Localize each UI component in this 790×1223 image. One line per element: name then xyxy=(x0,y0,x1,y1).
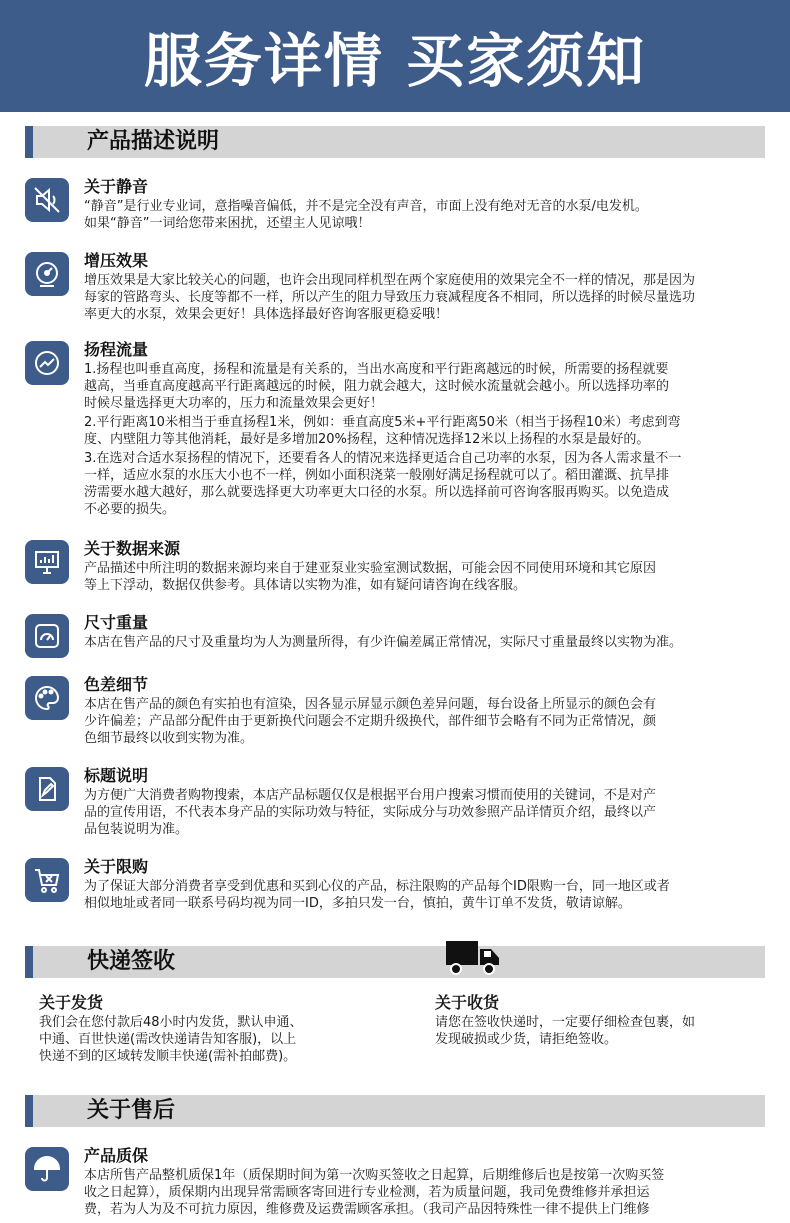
item-text-line: 等上下浮动，数据仅供参考。具体请以实物为准，如有疑问请咨询在线客服。 xyxy=(84,578,527,593)
item-text-line: 色细节最终以收到实物为准。 xyxy=(84,731,254,746)
edit-document-icon xyxy=(25,767,69,811)
item-text-line: 品的宣传用语，不代表本身产品的实际功效与特征，实际成分与功效参照产品详情页介绍，最终以产 xyxy=(84,805,657,820)
item-text-line: 3.在选对合适水泵扬程的情况下，还要看各人的情况来选择更适合自己功率的水泵，因为各人需求量不一 xyxy=(84,451,682,466)
monitor-chart-icon xyxy=(25,540,69,584)
item-text-line: 品包装说明为准。 xyxy=(84,822,189,837)
section-title: 关于售后 xyxy=(87,1098,176,1123)
shipping-text-line: 我们会在您付款后48小时内发货，默认申通、 xyxy=(39,1015,303,1030)
item-text-line: 一样，适应水泵的水压大小也不一样，例如小面积浇菜一般刚好满足扬程就可以了。稻田灌溉、抗旱排 xyxy=(84,468,670,483)
item-text-line: 收之日起算），质保期内出现异常需顾客寄回进行专业检测，若为质量问题，我司免费维修并承担运 xyxy=(84,1185,650,1200)
item-text-line: 越高，当垂直高度越高平行距离越远的时候，阻力就会越大，这时候水流量就会越小。所以选择功率的 xyxy=(84,379,670,394)
shipping-text-line: 中通、百世快递(需改快递请告知客服)，以上 xyxy=(39,1032,297,1047)
section-accent xyxy=(25,1095,33,1127)
section-accent xyxy=(25,126,33,158)
cart-limit-icon xyxy=(25,858,69,902)
section-header-product xyxy=(25,126,765,158)
item-text-line: 1.扬程也叫垂直高度，扬程和流量是有关系的，当出水高度和平行距离越远的时候，所需要的扬程就要 xyxy=(84,362,669,377)
mute-speaker-icon xyxy=(25,178,69,222)
section-accent xyxy=(25,946,33,978)
section-header-aftersale xyxy=(25,1095,765,1127)
page-title: 服务详情 买家须知 xyxy=(143,27,647,95)
header-banner xyxy=(0,0,790,112)
item-text-line: 产品描述中所注明的数据来源均来自于建亚泵业实验室测试数据，可能会因不同使用环境和其它原因 xyxy=(84,561,657,576)
scale-icon xyxy=(25,614,69,658)
item-title: 标题说明 xyxy=(84,766,149,785)
item-title: 色差细节 xyxy=(84,675,149,694)
item-title: 尺寸重量 xyxy=(84,613,149,632)
shipping-receive-title: 关于收货 xyxy=(435,993,500,1012)
palette-icon xyxy=(25,676,69,720)
item-text-line: 时候尽量选择更大功率的，压力和流量效果会更好！ xyxy=(84,396,384,411)
item-text-line: 度、内壁阻力等其他消耗，最好是多增加20%扬程，这种情况选择12米以上扬程的水泵是最好的。 xyxy=(84,432,650,447)
item-text-line: 本店在售产品的颜色有实拍也有渲染，因各显示屏显示颜色差异问题，每台设备上所显示的颜色会有 xyxy=(84,697,657,712)
item-text-line: 如果“静音”一词给您带来困扰，还望主人见谅哦！ xyxy=(84,216,371,231)
shipping-text-line: 快递不到的区域转发顺丰快递(需补拍邮费)。 xyxy=(39,1049,297,1064)
shipping-send xyxy=(39,992,369,1065)
item-text-line: 涝需要水越大越好，那么就要选择更大功率更大口径的水泵。所以选择前可咨询客服再购买。以免造成 xyxy=(84,485,670,500)
item-title: 关于数据来源 xyxy=(84,539,181,558)
section-title: 产品描述说明 xyxy=(87,129,220,154)
shipping-text-line: 发现破损或少货，请拒绝签收。 xyxy=(435,1032,618,1047)
item-text-line: 2.平行距离10米相当于垂直扬程1米，例如：垂直高度5米+平行距离50米（相当于扬程10米）考虑到弯 xyxy=(84,415,681,430)
shipping-text-line: 请您在签收快递时，一定要仔细检查包裹，如 xyxy=(435,1015,696,1030)
item-text-line: 为了保证大部分消费者享受到优惠和买到心仪的产品，标注限购的产品每个ID限购一台，同一地区或者 xyxy=(84,879,670,894)
item-title: 扬程流量 xyxy=(84,340,149,359)
item-text-line: 相似地址或者同一联系号码均视为同一ID，多拍只发一台，慎拍，黄牛订单不发货，敬请谅解。 xyxy=(84,896,631,911)
section-title: 快递签收 xyxy=(87,949,176,974)
item-text-line: 增压效果是大家比较关心的问题，也许会出现同样机型在两个家庭使用的效果完全不一样的情况，那是因为 xyxy=(84,273,696,288)
item-text-line: 为方便广大消费者购物搜索，本店产品标题仅仅是根据平台用户搜索习惯而使用的关键词，不是对产 xyxy=(84,788,657,803)
item-title: 关于静音 xyxy=(84,177,149,196)
item-text-line: 费，若为人为及不可抗力原因，维修费及运费需顾客承担。（我司产品因特殊性一律不提供上门维修 xyxy=(84,1202,650,1217)
section-header-shipping xyxy=(25,946,765,978)
shipping-receive xyxy=(435,992,765,1048)
item-title: 增压效果 xyxy=(84,251,149,270)
trend-icon xyxy=(25,341,69,385)
item-title: 产品质保 xyxy=(84,1146,149,1165)
item-text-line: 少许偏差；产品部分配件由于更新换代问题会不定期升级换代，部件细节会略有不同为正常情况，颜 xyxy=(84,714,657,729)
item-text-line: “静音”是行业专业词，意指噪音偏低，并不是完全没有声音，市面上没有绝对无音的水泵/电发机。 xyxy=(84,199,648,214)
item-text-line: 每家的管路弯头、长度等都不一样，所以产生的阻力导致压力衰减程度各不相同，所以选择的时候尽量选功 xyxy=(84,290,696,305)
item-text-line: 本店在售产品的尺寸及重量均为人为测量所得，有少许偏差属正常情况，实际尺寸重量最终以实物为准。 xyxy=(84,635,683,650)
item-text-line: 本店所售产品整机质保1年（质保期时间为第一次购买签收之日起算，后期维修后也是按第一次购买签 xyxy=(84,1168,665,1183)
shipping-send-title: 关于发货 xyxy=(39,993,104,1012)
item-text-line: 率更大的水泵，效果会更好！具体选择最好咨询客服更稳妥哦！ xyxy=(84,307,449,322)
gauge-icon xyxy=(25,252,69,296)
item-text-line: 不必要的损失。 xyxy=(84,502,176,517)
umbrella-icon xyxy=(25,1147,69,1191)
item-title: 关于限购 xyxy=(84,857,149,876)
truck-icon xyxy=(446,937,500,977)
